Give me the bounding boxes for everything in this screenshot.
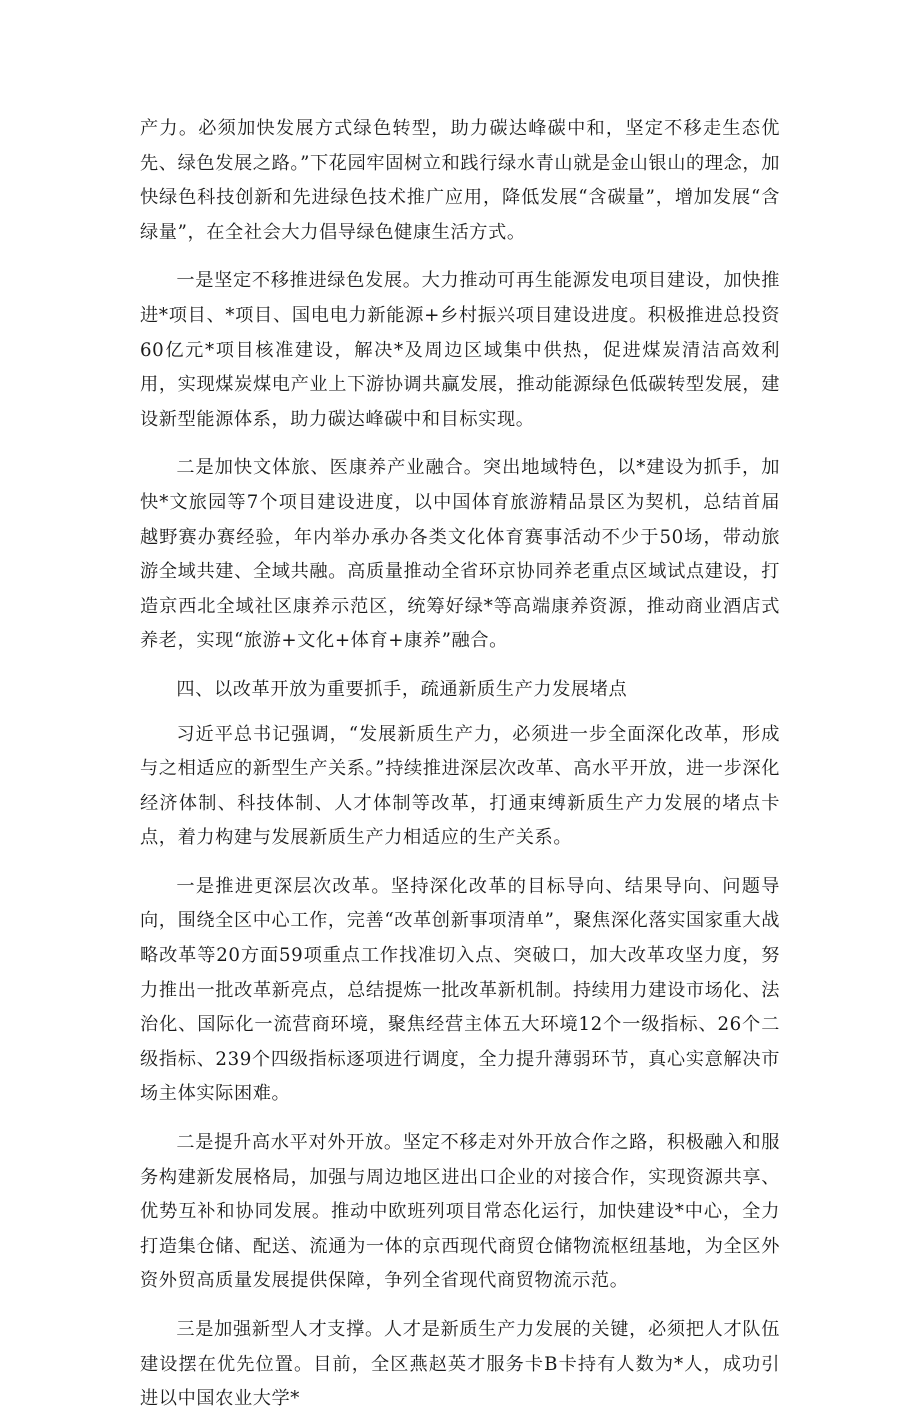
paragraph-opening-up: 二是提升高水平对外开放。坚定不移走对外开放合作之路，积极融入和服务构建新发展格局，加强与周边地区进出口企业的对接合作，实现资源共享、优势互补和协同发展。推动中欧班列项目常态化运行，加快建设*中心，全力打造集仓储、配送、流通为一体的京西现代商贸仓储物流枢纽基地，为全区外资外贸高质量发展提供保障，争列全省现代商贸物流示范。 (140, 1132, 780, 1292)
paragraph-deeper-reform: 一是推进更深层次改革。坚持深化改革的目标导向、结果导向、问题导向，围绕全区中心工作，完善“改革创新事项清单”，聚焦深化落实国家重大战略改革等20方面59项重点工作找准切入点、突破口，加大改革攻坚力度，努力推出一批改革新亮点，总结提炼一批改革新机制。持续用力建设市场化、法治化、国际化一流营商环境，聚焦经营主体五大环境12个一级指标、26个二级指标、239个四级指标逐项进行调度，全力提升薄弱环节，真心实意解决市场主体实际困难。 (140, 875, 780, 1105)
paragraph-culture-tourism: 二是加快文体旅、医康养产业融合。突出地域特色，以*建设为抓手，加快*文旅园等7个项目建设进度，以中国体育旅游精品景区为契机，总结首届越野赛办赛经验，年内举办承办各类文化体育赛事活动不少于50场，带动旅游全域共建、全域共融。高质量推动全省环京协同养老重点区域试点建设，打造京西北全域社区康养示范区，统筹好绿*等高端康养资源，推动商业酒店式养老，实现“旅游+文化+体育+康养”融合。 (140, 457, 780, 652)
section-heading-reform: 四、以改革开放为重要抓手，疏通新质生产力发展堵点 (176, 678, 628, 700)
paragraph-continuation: 产力。必须加快发展方式绿色转型，助力碳达峰碳中和，坚定不移走生态优先、绿色发展之路。”下花园牢固树立和践行绿水青山就是金山银山的理念，加快绿色科技创新和先进绿色技术推广应用，降低发展“含碳量”，增加发展“含绿量”，在全社会大力倡导绿色健康生活方式。 (140, 118, 780, 243)
paragraph-talent-support: 三是加强新型人才支撑。人才是新质生产力发展的关键，必须把人才队伍建设摆在优先位置。目前，全区燕赵英才服务卡B卡持有人数为*人，成功引进以中国农业大学* (140, 1319, 780, 1410)
paragraph-green-development: 一是坚定不移推进绿色发展。大力推动可再生能源发电项目建设，加快推进*项目、*项目、国电电力新能源+乡村振兴项目建设进度。积极推进总投资60亿元*项目核准建设，解决*及周边区域集中供热，促进煤炭清洁高效利用，实现煤炭煤电产业上下游协调共赢发展，推动能源绿色低碳转型发展，建设新型能源体系，助力碳达峰碳中和目标实现。 (140, 270, 780, 430)
paragraph-reform-intro: 习近平总书记强调，“发展新质生产力，必须进一步全面深化改革，形成与之相适应的新型生产关系。”持续推进深层次改革、高水平开放，进一步深化经济体制、科技体制、人才体制等改革，打通束缚新质生产力发展的堵点卡点，着力构建与发展新质生产力相适应的生产关系。 (140, 723, 780, 849)
